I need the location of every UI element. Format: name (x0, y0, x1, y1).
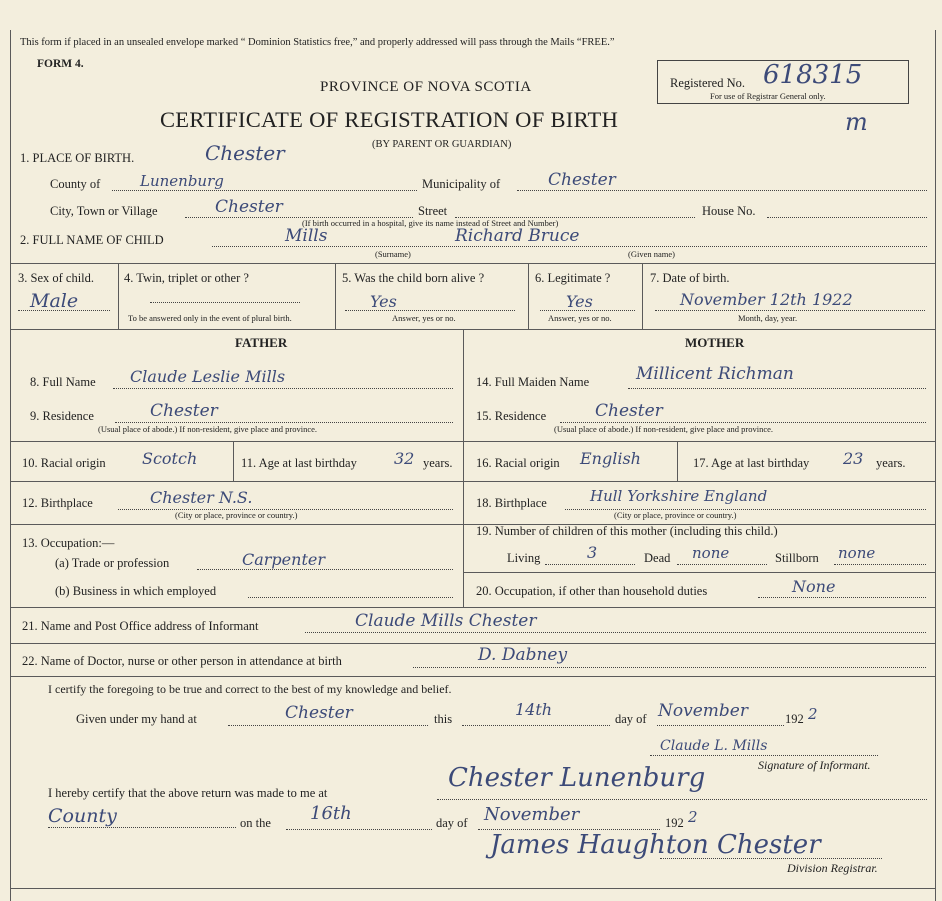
certificate-title: CERTIFICATE OF REGISTRATION OF BIRTH (160, 107, 619, 132)
city-label: City, Town or Village (50, 204, 158, 218)
twin-label: 4. Twin, triplet or other ? (124, 271, 249, 285)
mother-racial-value: English (580, 449, 641, 468)
legitimate-label: 6. Legitimate ? (535, 271, 611, 285)
mother-birthplace-value: Hull Yorkshire England (590, 487, 768, 505)
child-surname: Mills (285, 226, 328, 246)
mother-birthplace-label: 18. Birthplace (476, 496, 547, 510)
place-of-birth-label: 1. PLACE OF BIRTH. (20, 151, 135, 165)
registered-label: Registered No. (670, 76, 745, 90)
municipality-value: Chester (548, 170, 616, 190)
registrar-certify-text: I hereby certify that the above return was made to me at (48, 786, 328, 800)
mother-name-label: 14. Full Maiden Name (476, 375, 590, 389)
right-border (935, 30, 936, 901)
certify-year-prefix: 192 (785, 712, 804, 726)
surname-caption: (Surname) (375, 249, 411, 259)
certify-text: I certify the foregoing to be true and correct to the best of my knowledge and belief. (48, 682, 452, 696)
county-value: Lunenburg (140, 172, 224, 190)
given-under-label: Given under my hand at (76, 712, 197, 726)
certify-year-digit: 2 (808, 705, 818, 723)
father-age-value: 32 (394, 449, 415, 468)
dead-label: Dead (644, 551, 671, 565)
father-residence-value: Chester (150, 401, 218, 421)
registrar-signature: James Haughton Chester (490, 830, 821, 860)
mother-residence-label: 15. Residence (476, 409, 547, 423)
city-value: Chester (215, 197, 283, 217)
trade-label: (a) Trade or profession (55, 556, 170, 570)
registered-box (657, 60, 909, 104)
father-birthplace-note: (City or place, province or country.) (175, 510, 298, 520)
father-age-label: 11. Age at last birthday (241, 456, 357, 470)
trade-value: Carpenter (242, 550, 325, 569)
margin-mark: m (845, 108, 868, 136)
registrar-month-value: November (484, 804, 580, 825)
living-label: Living (507, 551, 541, 565)
mother-residence-value: Chester (595, 401, 663, 421)
municipality-label: Municipality of (422, 177, 501, 191)
father-abode-note: (Usual place of abode.) If non-resident, give place and province. (98, 424, 318, 434)
mother-occupation-label: 20. Occupation, if other than household duties (476, 584, 708, 598)
father-birthplace-value: Chester N.S. (150, 488, 253, 507)
registered-number: 618315 (763, 60, 863, 90)
registrar-county-value: County (48, 805, 117, 827)
living-value: 3 (587, 543, 598, 562)
given-place-value: Chester (285, 703, 353, 723)
father-racial-label: 10. Racial origin (22, 456, 106, 470)
stillborn-value: none (838, 544, 876, 562)
certify-day-of-label: day of (615, 712, 647, 726)
mother-racial-label: 16. Racial origin (476, 456, 560, 470)
mother-abode-note: (Usual place of abode.) If non-resident, give place and province. (554, 424, 774, 434)
registrar-year-prefix: 192 (665, 816, 684, 830)
this-label: this (434, 712, 453, 726)
house-no-label: House No. (702, 204, 756, 218)
informant-signature: Claude L. Mills (660, 738, 768, 754)
date-of-birth-label: 7. Date of birth. (650, 271, 730, 285)
sex-value: Male (30, 290, 79, 312)
registrar-on-label: on the (240, 816, 271, 830)
mother-heading: MOTHER (685, 335, 745, 350)
postal-notice: This form if placed in an unsealed envelope marked “ Dominion Statistics free,” and properly addressed will pass through the Mails “FREE.” (20, 37, 615, 48)
stillborn-label: Stillborn (775, 551, 819, 565)
certify-month-value: November (658, 701, 748, 721)
date-of-birth-value: November 12th 1922 (680, 290, 853, 309)
legitimate-caption: Answer, yes or no. (548, 313, 612, 323)
left-border (10, 30, 11, 901)
father-years: years. (423, 456, 453, 470)
place-of-birth-value: Chester (205, 141, 285, 165)
county-label: County of (50, 177, 101, 191)
legitimate-value: Yes (566, 292, 593, 311)
mother-occupation-value: None (792, 577, 836, 596)
doctor-value: D. Dabney (478, 645, 568, 665)
date-caption: Month, day, year. (738, 313, 798, 323)
province-heading: PROVINCE OF NOVA SCOTIA (320, 79, 532, 95)
father-heading: FATHER (235, 335, 288, 350)
doctor-label: 22. Name of Doctor, nurse or other person in attendance at birth (22, 654, 342, 668)
alive-value: Yes (370, 292, 397, 311)
informant-label: 21. Name and Post Office address of Informant (22, 619, 259, 633)
registrar-signature-caption: Division Registrar. (787, 861, 878, 875)
business-label: (b) Business in which employed (55, 584, 217, 598)
child-given-name: Richard Bruce (455, 226, 580, 246)
mother-age-label: 17. Age at last birthday (693, 456, 810, 470)
certify-day-value: 14th (515, 700, 553, 719)
informant-signature-caption: Signature of Informant. (758, 758, 871, 772)
sex-label: 3. Sex of child. (18, 271, 95, 285)
certificate-subtitle: (BY PARENT OR GUARDIAN) (372, 139, 512, 150)
children-count-label: 19. Number of children of this mother (including this child.) (476, 524, 778, 538)
father-birthplace-label: 12. Birthplace (22, 496, 93, 510)
mother-birthplace-note: (City or place, province or country.) (614, 510, 737, 520)
father-occupation-label: 13. Occupation:— (22, 536, 115, 550)
mother-years: years. (876, 456, 906, 470)
registrar-use-note: For use of Registrar General only. (710, 91, 826, 101)
registrar-place-value: Chester Lunenburg (448, 763, 706, 793)
father-racial-value: Scotch (142, 449, 198, 468)
given-name-caption: (Given name) (628, 249, 675, 259)
father-name-value: Claude Leslie Mills (130, 367, 286, 386)
child-name-label: 2. FULL NAME OF CHILD (20, 233, 164, 247)
registrar-day-value: 16th (310, 803, 352, 824)
alive-caption: Answer, yes or no. (392, 313, 456, 323)
registrar-year-digit: 2 (688, 808, 698, 826)
father-residence-label: 9. Residence (30, 409, 94, 423)
mother-age-value: 23 (843, 449, 864, 468)
hospital-note: (If birth occurred in a hospital, give its name instead of Street and Number) (302, 218, 559, 228)
registrar-day-of-label: day of (436, 816, 468, 830)
street-label: Street (418, 204, 448, 218)
alive-label: 5. Was the child born alive ? (342, 271, 485, 285)
informant-value: Claude Mills Chester (355, 611, 537, 631)
form-number: FORM 4. (37, 58, 84, 70)
father-name-label: 8. Full Name (30, 375, 96, 389)
dead-value: none (692, 544, 730, 562)
mother-name-value: Millicent Richman (636, 364, 794, 384)
twin-caption: To be answered only in the event of plural birth. (128, 313, 292, 323)
